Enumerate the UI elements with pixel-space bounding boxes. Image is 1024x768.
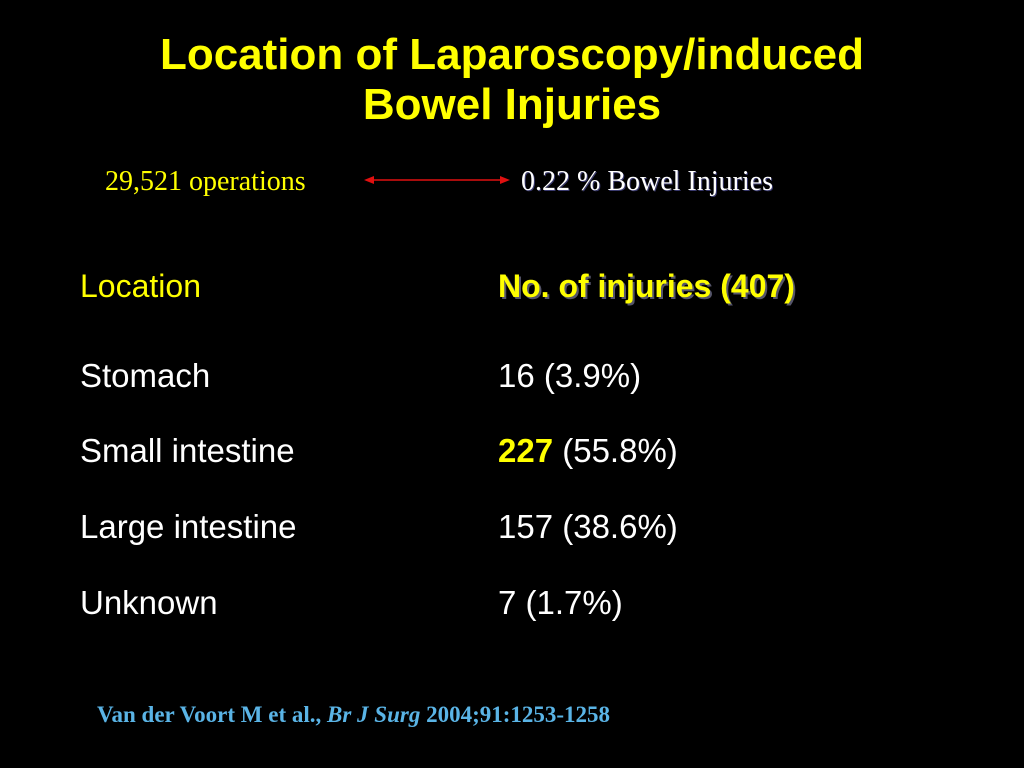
row-injuries bbox=[498, 581, 623, 625]
slide-title-line-2: Bowel Injuries bbox=[362, 80, 662, 129]
table-row bbox=[0, 581, 1024, 625]
row-location: Large intestine bbox=[80, 508, 297, 545]
row-injuries-text: 157 (38.6%) bbox=[498, 508, 678, 545]
column-header-injuries: No. of injuries (407) bbox=[498, 268, 795, 304]
row-location: Small intestine bbox=[80, 432, 295, 469]
row-location: Unknown bbox=[80, 584, 218, 621]
row-injuries bbox=[498, 354, 641, 398]
row-location: Stomach bbox=[80, 357, 211, 394]
row-injuries-text: (55.8%) bbox=[553, 432, 678, 469]
table-row bbox=[0, 354, 1024, 398]
slide-title-line-1: Location of Laparoscopy/induced bbox=[159, 30, 865, 79]
row-injuries-highlight: 227 bbox=[498, 432, 554, 469]
table-row bbox=[0, 429, 1024, 473]
operations-count: 29,521 operations bbox=[105, 166, 306, 197]
citation-authors: Van der Voort M et al., bbox=[97, 702, 322, 727]
citation-journal: Br J Surg bbox=[327, 702, 421, 727]
row-injuries bbox=[498, 505, 678, 549]
row-injuries bbox=[498, 429, 678, 473]
row-injuries-text: 7 (1.7%) bbox=[498, 584, 623, 621]
citation bbox=[97, 700, 610, 730]
column-header-location: Location bbox=[80, 268, 201, 304]
table-row bbox=[0, 505, 1024, 549]
injury-rate: 0.22 % Bowel Injuries bbox=[521, 166, 773, 197]
row-injuries-text: 16 (3.9%) bbox=[498, 357, 642, 394]
slide-title bbox=[0, 30, 1024, 130]
citation-details: 2004;91:1253-1258 bbox=[426, 702, 611, 727]
double-arrow-icon bbox=[362, 171, 512, 189]
